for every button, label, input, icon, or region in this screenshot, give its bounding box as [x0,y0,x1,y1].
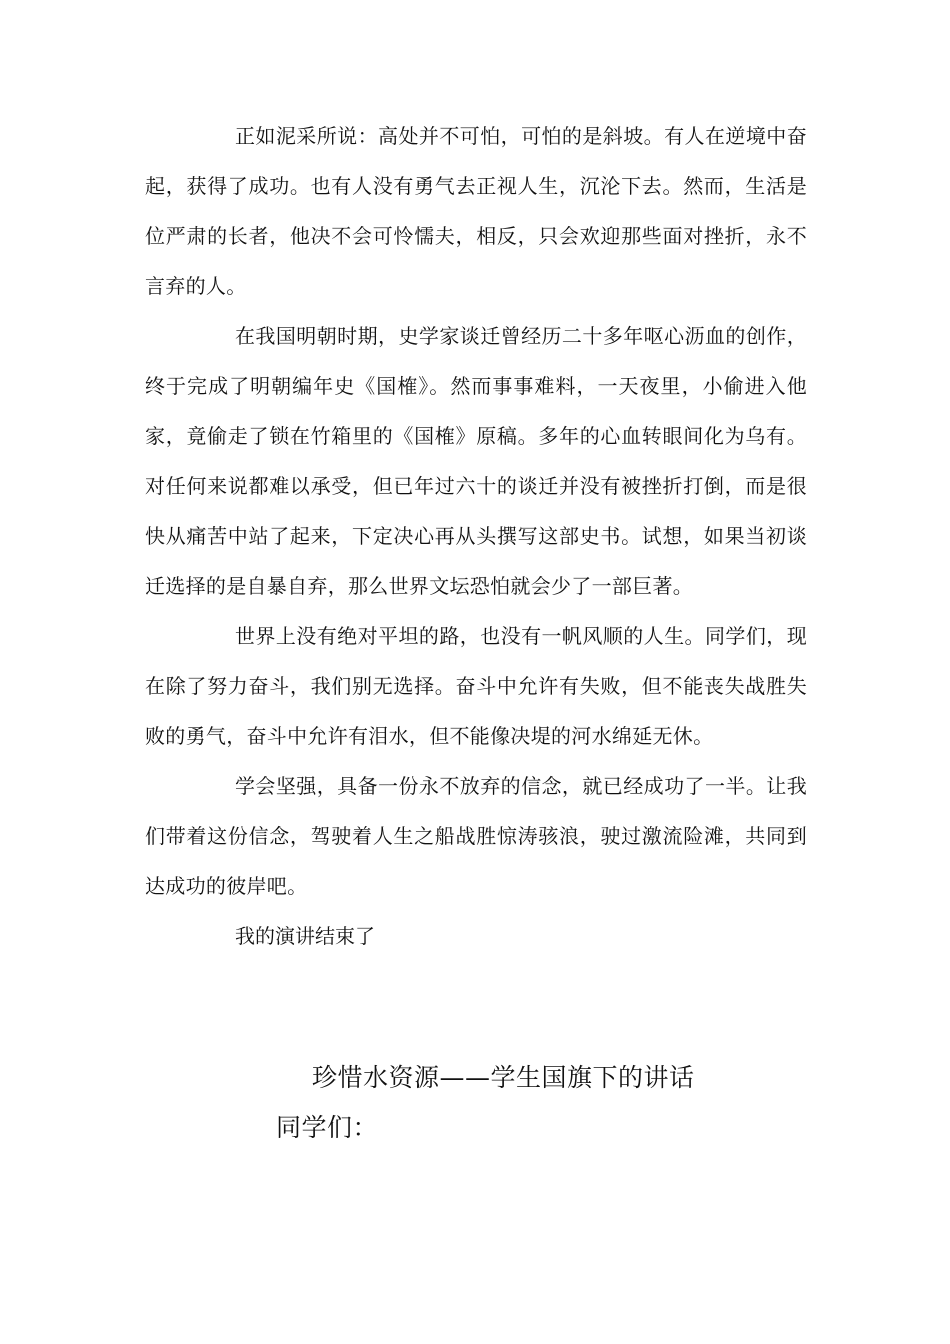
closing-line: 我的演讲结束了 [235,924,375,948]
paragraph-tan-qian-story: 在我国明朝时期，史学家谈迁曾经历二十多年呕心沥血的创作，终于完成了明朝编年史《国榷》。然而事事难料，一天夜里，小偷进入他家，竟偷走了锁在竹箱里的《国榷》原稿。多年的心血转眼间化为乌有。对任何来说都难以承受，但已年过六十的谈迁并没有被挫折打倒，而是很快从痛苦中站了起来，下定决心再从头撰写这部史书。试想，如果当初谈迁选择的是自暴自弃，那么世界文坛恐怕就会少了一部巨著。 [145,324,807,598]
paragraph-no-smooth-road: 世界上没有绝对平坦的路，也没有一帆风顺的人生。同学们，现在除了努力奋斗，我们别无选择。奋斗中允许有失败，但不能丧失战胜失败的勇气，奋斗中允许有泪水，但不能像决堤的河水绵延无休。 [145,624,807,748]
paragraph-be-strong: 学会坚强，具备一份永不放弃的信念，就已经成功了一半。让我们带着这份信念，驾驶着人生之船战胜惊涛骇浪，驶过激流险滩，共同到达成功的彼岸吧。 [145,774,807,898]
section-title: 珍惜水资源——学生国旗下的讲话 [312,1063,695,1092]
paragraph-nietzsche-quote: 正如泥采所说：高处并不可怕，可怕的是斜坡。有人在逆境中奋起，获得了成功。也有人没有勇气去正视人生，沉沦下去。然而，生活是位严肃的长者，他决不会可怜懦夫，相反，只会欢迎那些面对挫折，永不言弃的人。 [145,124,807,298]
greeting-line: 同学们： [276,1113,379,1142]
speech-body [145,111,807,961]
